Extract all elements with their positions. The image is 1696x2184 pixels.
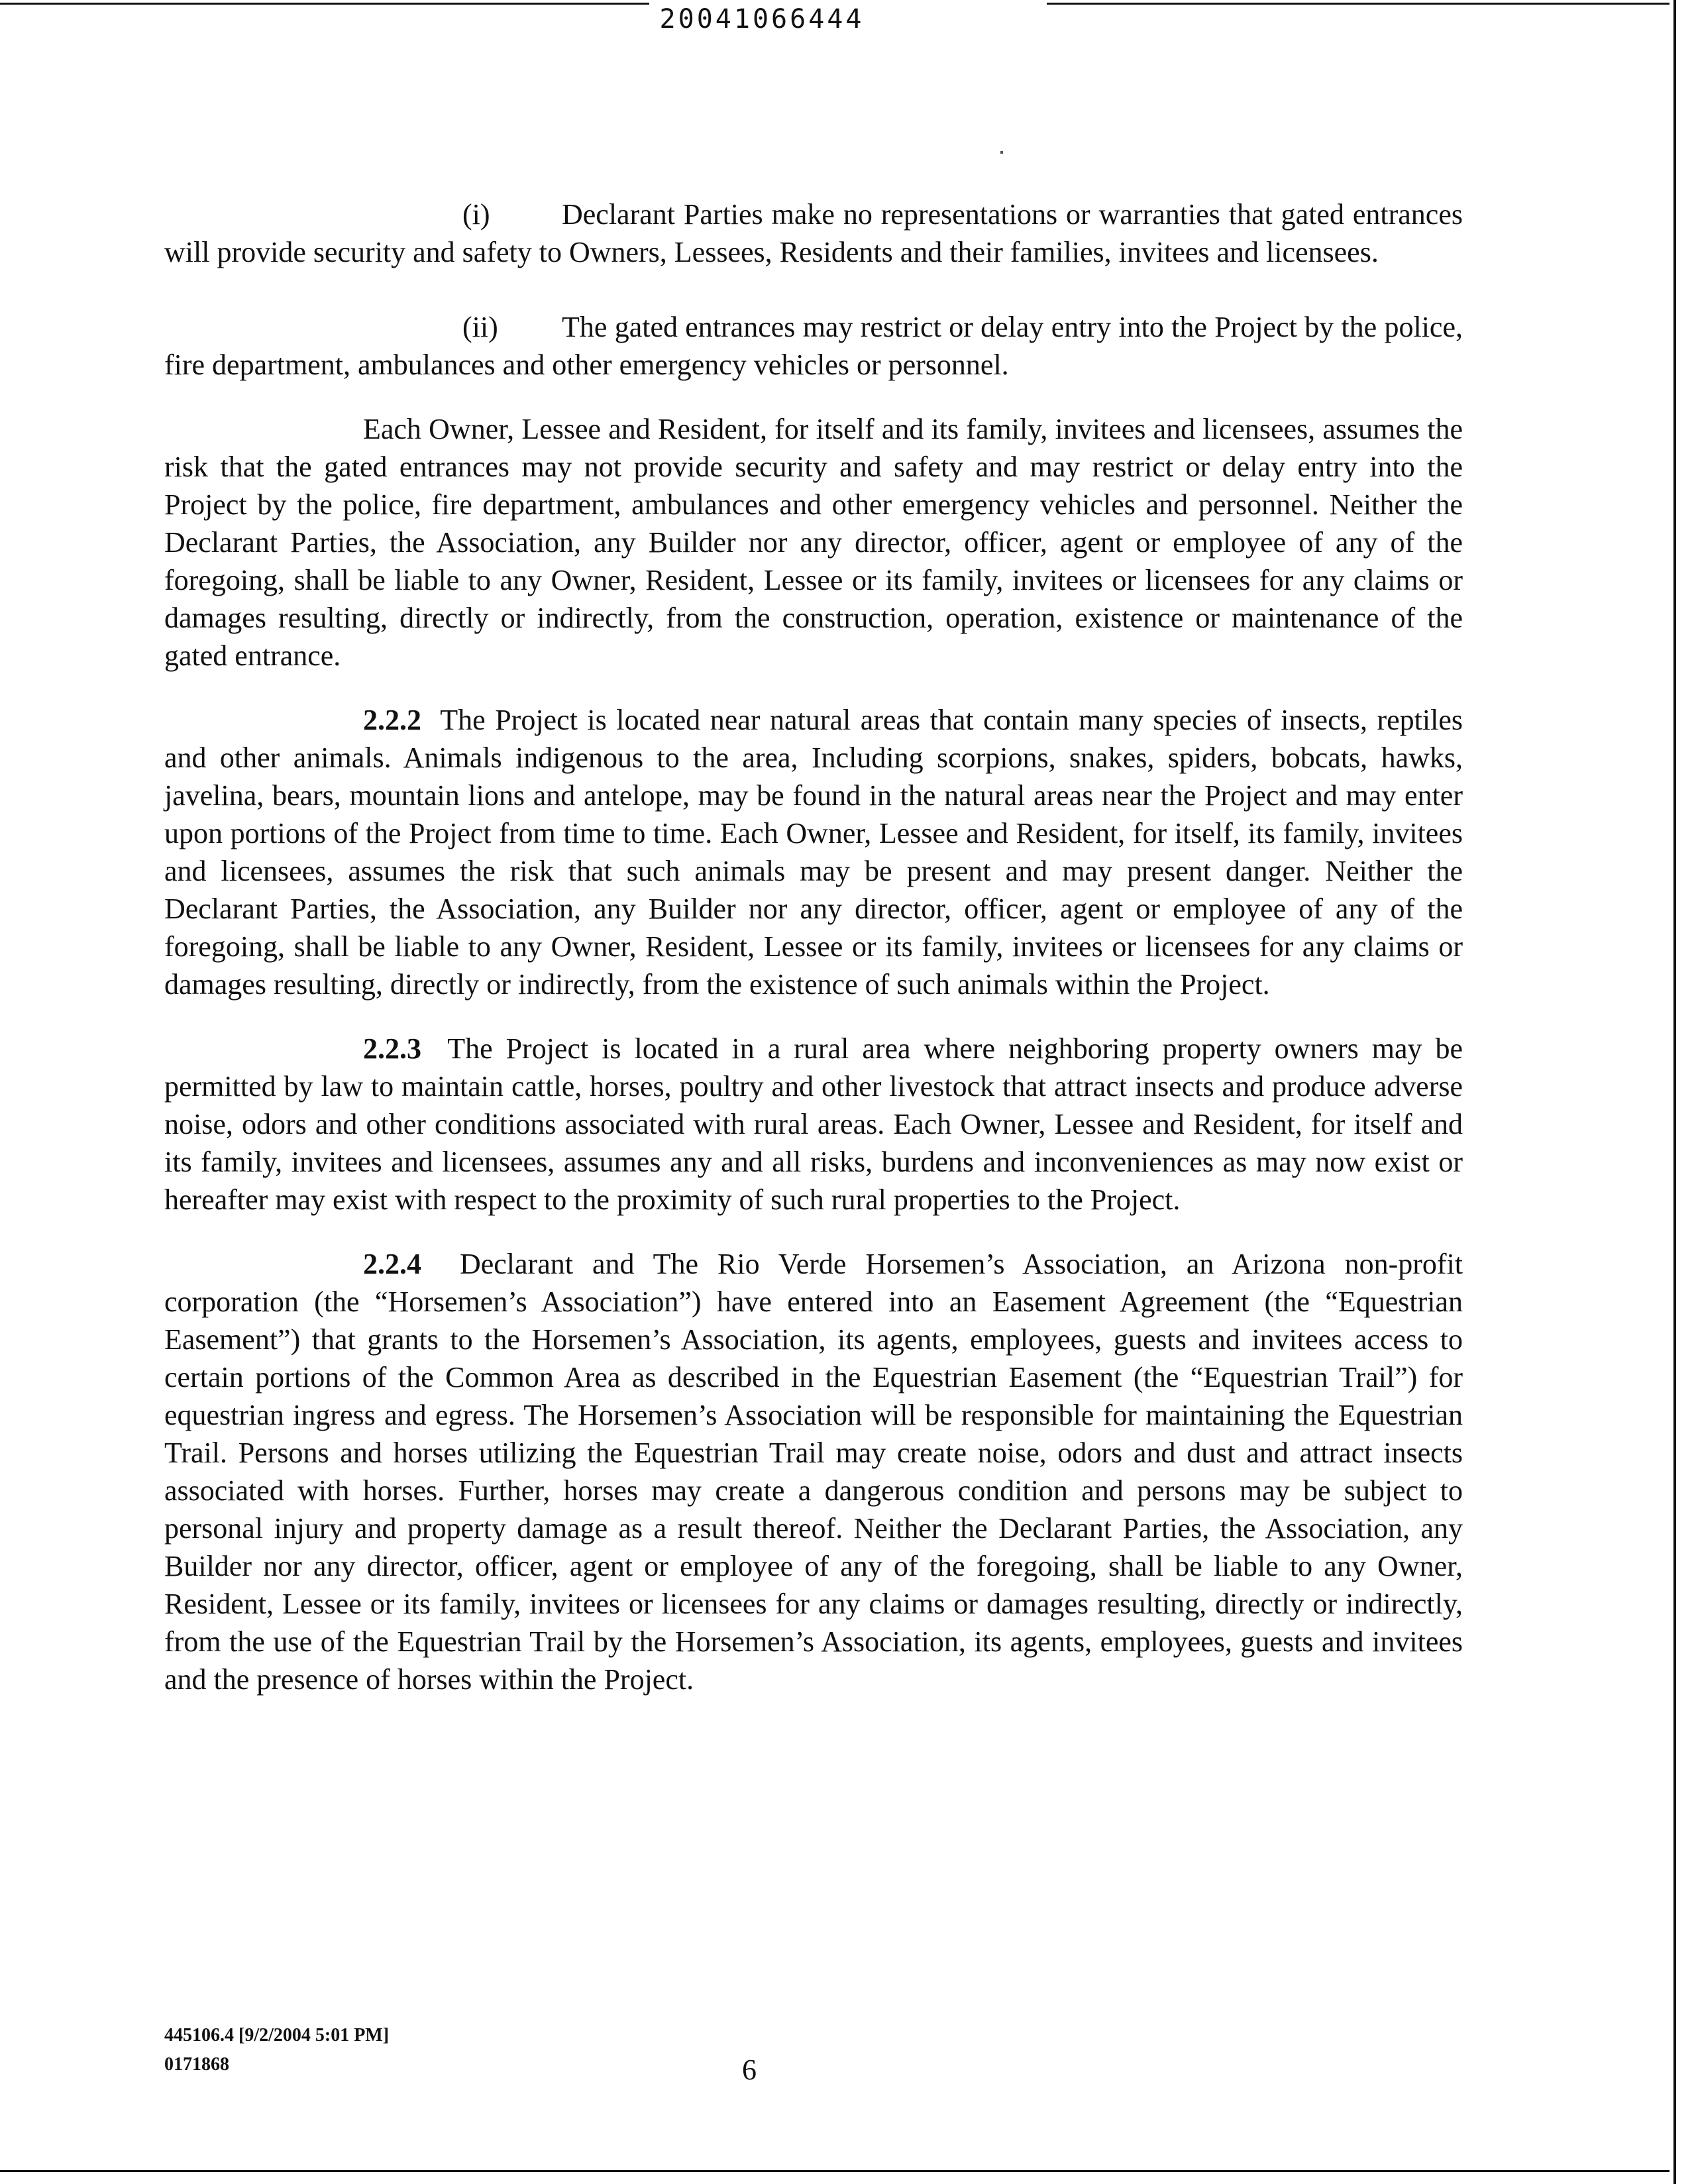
- section-number: 2.2.3: [363, 1032, 421, 1065]
- clause-text: Declarant Parties make no representations or warranties that gated entrances will provide security and safety to Owners, Lessees, Residents and their families, invitees and licensees.: [164, 198, 1463, 268]
- clause-ii: [164, 308, 1463, 384]
- section-number: 2.2.4: [363, 1248, 421, 1280]
- section-number: 2.2.2: [363, 704, 421, 736]
- footer-file-number: 0171868: [164, 2054, 229, 2075]
- clause-number: (ii): [462, 311, 498, 343]
- recording-number: 20041066444: [659, 4, 865, 34]
- section-2-2-2: [164, 701, 1463, 1003]
- right-border: [1673, 0, 1676, 2184]
- section-text: The Project is located in a rural area where neighboring property owners may be permitted by law to maintain cattle, horses, poultry and other livestock that attract insects and produce adverse noise, odors and other conditions associated with rural areas. Each Owner, Lessee and Resident, for itself and its family, invitees and licensees, assumes any and all risks, burdens and inconveniences as may now exist or hereafter may exist with respect to the proximity of such rural properties to the Project.: [164, 1032, 1463, 1216]
- footer-doc-info: [164, 2021, 389, 2079]
- scan-speck: [1000, 151, 1003, 154]
- footer-doc-id: 445106.4 [9/2/2004 5:01 PM]: [164, 2025, 390, 2046]
- bottom-border: [0, 2170, 1670, 2172]
- section-2-2-3: [164, 1030, 1463, 1219]
- clause-text: The gated entrances may restrict or delay entry into the Project by the police, fire department, ambulances and other emergency vehicles or personnel.: [164, 311, 1463, 381]
- clause-number: (i): [462, 198, 490, 231]
- paragraph-text: Each Owner, Lessee and Resident, for itself and its family, invitees and licensees, assumes the risk that the gated entrances may not provide security and safety and may restrict or delay entry into the Project by the police, fire department, ambulances and other emergency vehicles and personnel. Neither the Declarant Parties, the Association, any Builder nor any director, officer, agent or employee of any of the foregoing, shall be liable to any Owner, Resident, Lessee or its family, invitees or licensees for any claims or damages resulting, directly or indirectly, from the construction, operation, existence or maintenance of the gated entrance.: [164, 413, 1463, 672]
- clause-i: [164, 195, 1463, 271]
- section-text: The Project is located near natural areas that contain many species of insects, reptiles and other animals. Animals indigenous to the area, Including scorpions, snakes, spiders, bobcats, hawks, javelina, bears, mountain lions and antelope, may be found in the natural areas near the Project and may enter upon portions of the Project from time to time. Each Owner, Lessee and Resident, for itself, its family, invitees and licensees, assumes the risk that such animals may be present and may present danger. Neither the Declarant Parties, the Association, any Builder nor any director, officer, agent or employee of any of the foregoing, shall be liable to any Owner, Resident, Lessee or its family, invitees or licensees for any claims or damages resulting, directly or indirectly, from the existence of such animals within the Project.: [164, 704, 1463, 1001]
- section-text: Declarant and The Rio Verde Horsemen’s Association, an Arizona non-profit corporation (the “Horsemen’s Association”) have entered into an Easement Agreement (the “Equestrian Easement”) that grants to the Horsemen’s Association, its agents, employees, guests and invitees access to certain portions of the Common Area as described in the Equestrian Easement (the “Equestrian Trail”) for equestrian ingress and egress. The Horsemen’s Association will be responsible for maintaining the Equestrian Trail. Persons and horses utilizing the Equestrian Trail may create noise, odors and dust and attract insects associated with horses. Further, horses may create a dangerous condition and persons may be subject to personal injury and property damage as a result thereof. Neither the Declarant Parties, the Association, any Builder nor any director, officer, agent or employee of any of the foregoing, shall be liable to any Owner, Resident, Lessee or its family, invitees or licensees for any claims or damages resulting, directly or indirectly, from the use of the Equestrian Trail by the Horsemen’s Association, its agents, employees, guests and invitees and the presence of horses within the Project.: [164, 1248, 1463, 1696]
- document-body: [164, 195, 1463, 1698]
- page-number: 6: [742, 2053, 757, 2086]
- section-2-2-4: [164, 1245, 1463, 1698]
- paragraph-risk-assumption: [164, 410, 1463, 675]
